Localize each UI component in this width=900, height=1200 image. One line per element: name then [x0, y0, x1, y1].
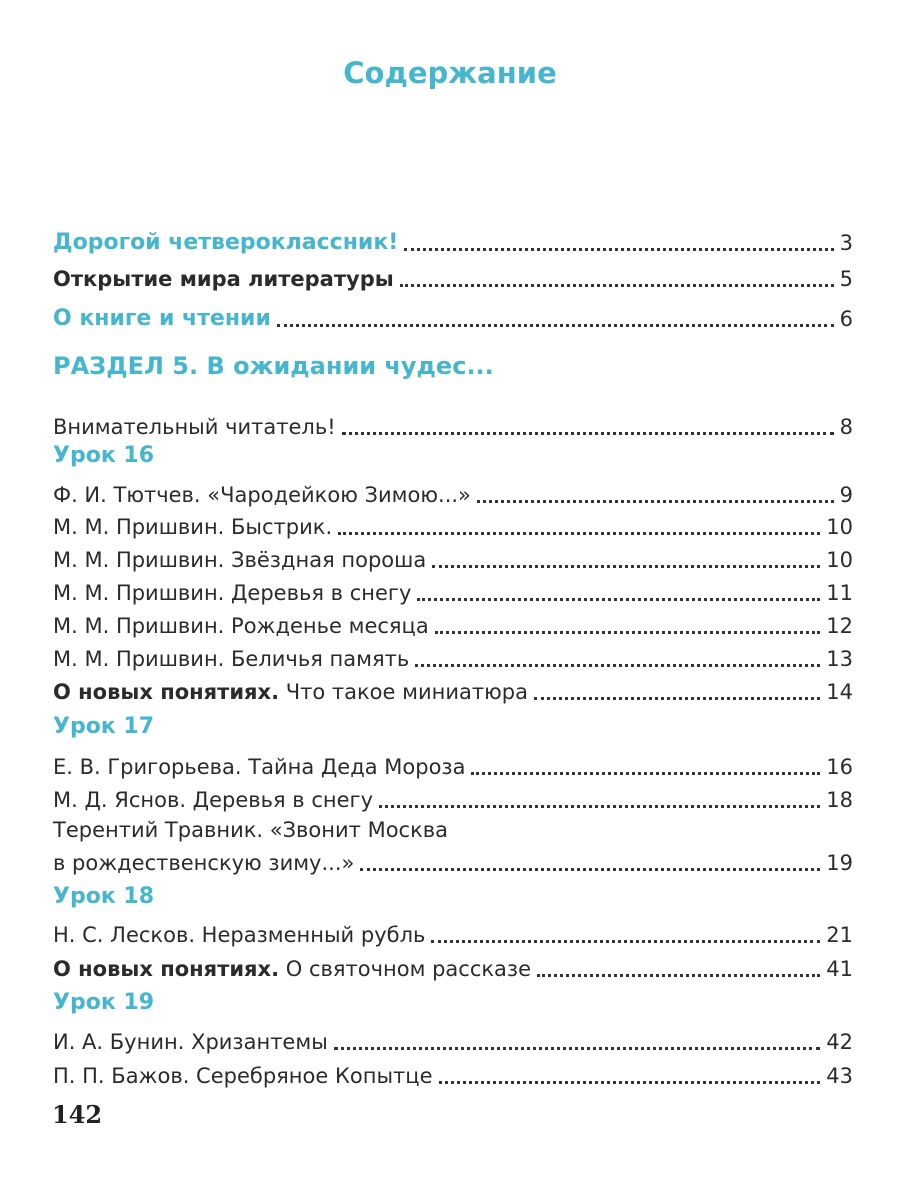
entry-label: М. М. Пришвин. Рожденье месяца [53, 614, 429, 638]
dot-leader [439, 1080, 821, 1084]
entry-label: М. Д. Яснов. Деревья в снегу [53, 788, 374, 812]
page-number: 11 [826, 581, 853, 605]
toc-entry-attentive-reader[interactable] [53, 406, 853, 440]
entry-label: И. А. Бунин. Хризантемы [53, 1030, 328, 1054]
page-number: 16 [826, 755, 853, 779]
toc-entry[interactable] [53, 1021, 853, 1055]
entry-label [53, 679, 528, 705]
toc-entry[interactable] [53, 474, 853, 508]
page-number: 3 [839, 231, 853, 255]
dot-leader [338, 531, 820, 535]
dot-leader [415, 663, 820, 667]
entry-label: Внимательный читатель! [53, 415, 336, 439]
entry-rest: Что такое миниатюра [279, 680, 528, 704]
toc-entry-new-concepts[interactable] [53, 948, 853, 982]
entry-label: П. П. Бажов. Серебряное Копытце [53, 1064, 433, 1088]
page-number: 10 [826, 515, 853, 539]
entry-lead: О новых понятиях. [53, 957, 280, 981]
page-number: 21 [826, 923, 853, 947]
page-number: 43 [826, 1064, 853, 1088]
entry-rest: О святочном рассказе [279, 957, 532, 981]
entry-label: Ф. И. Тютчев. «Чародейкою Зимою...» [53, 483, 471, 507]
toc-entry[interactable] [53, 638, 853, 672]
dot-leader [431, 939, 820, 943]
dot-leader [432, 564, 820, 568]
toc-entry[interactable] [53, 842, 853, 876]
page-number: 13 [826, 647, 853, 671]
entry-label: Е. В. Григорьева. Тайна Деда Мороза [53, 755, 466, 779]
dot-leader [435, 630, 821, 634]
dot-leader [400, 283, 834, 287]
dot-leader [379, 804, 820, 808]
entry-label [53, 956, 531, 982]
page-number: 9 [839, 483, 853, 507]
dot-leader [477, 499, 834, 503]
dot-leader [471, 771, 820, 775]
toc-entry-dear-reader[interactable] [53, 222, 853, 256]
dot-leader [277, 323, 834, 327]
page-number: 8 [839, 415, 853, 439]
page-number: 14 [826, 680, 853, 704]
entry-label: М. М. Пришвин. Звёздная пороша [53, 548, 427, 572]
page-number: 42 [826, 1030, 853, 1054]
toc-entry[interactable] [53, 1055, 853, 1089]
lesson-heading-18: Урок 18 [53, 884, 155, 909]
entry-label: Н. С. Лесков. Неразменный рубль [53, 923, 426, 947]
toc-entry-new-concepts[interactable] [53, 671, 853, 705]
toc-entry-about-books[interactable] [53, 298, 853, 332]
page-number: 19 [826, 851, 853, 875]
section-heading: РАЗДЕЛ 5. В ожидании чудес... [53, 352, 494, 380]
page-folio: 142 [52, 1100, 103, 1129]
page-number: 10 [826, 548, 853, 572]
entry-label: Дорогой четвероклассник! [53, 230, 399, 255]
toc-entry[interactable] [53, 605, 853, 639]
dot-leader [537, 973, 820, 977]
entry-label: М. М. Пришвин. Беличья память [53, 647, 410, 671]
toc-entry[interactable] [53, 746, 853, 780]
entry-label: Открытие мира литературы [53, 267, 394, 291]
dot-leader [342, 431, 834, 435]
entry-label: в рождественскую зиму...» [53, 851, 355, 875]
entry-label: М. М. Пришвин. Быстрик. [53, 515, 333, 539]
page-number: 5 [839, 267, 853, 291]
dot-leader [404, 247, 833, 251]
toc-entry-world-of-literature[interactable] [53, 258, 853, 292]
lesson-heading-16: Урок 16 [53, 443, 155, 468]
page-number: 12 [826, 614, 853, 638]
dot-leader [417, 597, 820, 601]
toc-entry[interactable] [53, 779, 853, 813]
entry-label-line1: Терентий Травник. «Звонит Москва [53, 818, 449, 842]
dot-leader [360, 867, 820, 871]
toc-entry[interactable] [53, 506, 853, 540]
dot-leader [334, 1046, 820, 1050]
toc-entry[interactable] [53, 572, 853, 606]
entry-lead: О новых понятиях. [53, 680, 280, 704]
lesson-heading-19: Урок 19 [53, 990, 155, 1015]
toc-entry[interactable] [53, 539, 853, 573]
page-number: 6 [839, 307, 853, 331]
toc-entry[interactable] [53, 914, 853, 948]
dot-leader [534, 696, 820, 700]
entry-label: М. М. Пришвин. Деревья в снегу [53, 581, 412, 605]
page-number: 18 [826, 788, 853, 812]
page-number: 41 [826, 957, 853, 981]
lesson-heading-17: Урок 17 [53, 714, 155, 739]
page-title: Содержание [343, 56, 557, 90]
entry-label: О книге и чтении [53, 306, 271, 331]
